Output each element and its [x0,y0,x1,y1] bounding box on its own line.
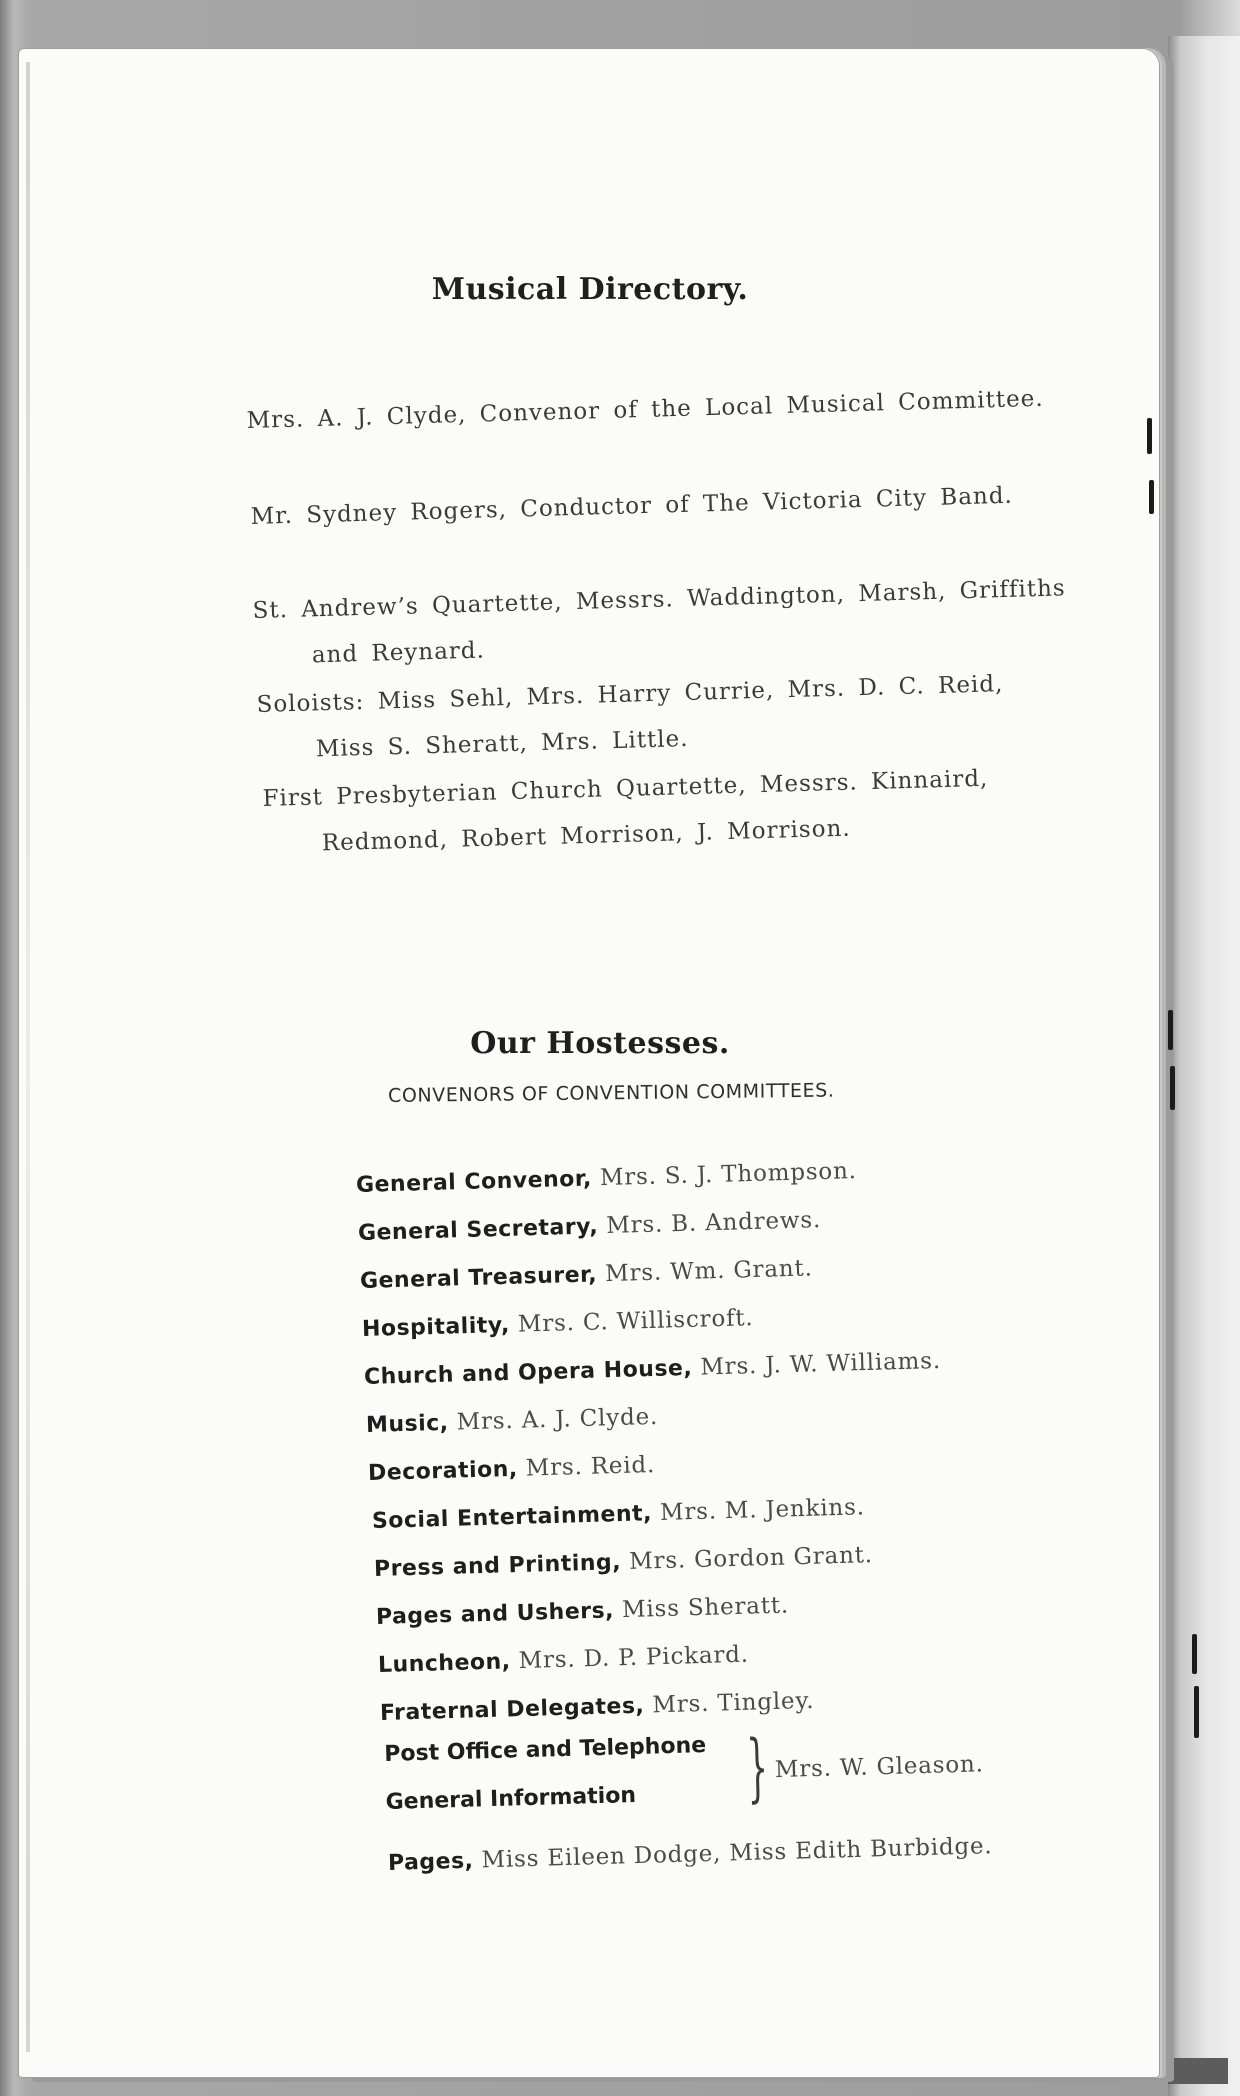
binding-mark [1192,1634,1197,1674]
convenor-name: Miss Sheratt. [621,1592,790,1624]
committee-role: Decoration, [367,1456,519,1486]
binding-mark [1194,1686,1199,1738]
committee-role: General Treasurer, [359,1262,598,1294]
grouped-committees [384,1724,1027,1842]
convenor-name: Mrs. C. Williscroft. [517,1305,754,1338]
binding-mark [1149,480,1154,514]
convenor-name: Mrs. D. P. Pickard. [518,1641,750,1675]
committee-role: Post Office and Telephone [384,1733,707,1767]
committee-role: General Secretary, [357,1214,599,1246]
convenor-name: Mrs. Wm. Grant. [604,1255,813,1288]
adjacent-page-edge [1168,36,1240,2096]
grouping-brace: } [745,1724,770,1811]
convenor-name: Miss Eileen Dodge, Miss Edith Burbidge. [481,1833,993,1874]
committee-role: Pages, [387,1848,474,1876]
committee-role: Luncheon, [377,1649,511,1678]
page-edge-tab [1168,2058,1228,2084]
binding-mark [1147,418,1152,454]
committee-role: Church and Opera House, [363,1355,693,1390]
committee-role: Pages and Ushers, [375,1598,615,1630]
our-hostesses-heading: Our Hostesses. [470,1026,730,1061]
committee-role: Fraternal Delegates, [379,1693,645,1726]
convenor-name: Mrs. Gordon Grant. [628,1542,874,1575]
directory-entry: Mrs. A. J. Clyde, Convenor of the Local Musical Committee. [246,385,1044,434]
binding-mark [1170,1066,1175,1110]
convenor-name: Mrs. Reid. [525,1451,656,1482]
convenor-name: Mrs. J. W. Williams. [700,1347,942,1381]
convenor-name: Mrs. S. J. Thompson. [599,1158,858,1192]
convenor-name: Mrs. W. Gleason. [774,1751,985,1784]
directory-entry: St. Andrew’s Quartette, Messrs. Waddington, Marsh, Griffiths and Reynard. [252,575,1067,669]
convenor-name: Mrs. A. J. Clyde. [456,1403,659,1436]
directory-entry: Mr. Sydney Rogers, Conductor of The Victoria City Band. [250,482,1014,530]
musical-directory-heading: Musical Directory. [431,272,749,307]
convenor-name: Mrs. Tingley. [652,1687,815,1719]
committee-role: Hospitality, [361,1312,511,1342]
directory-entry: Soloists: Miss Sehl, Mrs. Harry Currie, Mrs. D. C. Reid, Miss S. Sheratt, Mrs. Little. [256,671,1004,763]
convenor-name: Mrs. B. Andrews. [605,1207,822,1240]
committee-role: General Convenor, [355,1166,593,1198]
committees-subheading: CONVENORS OF CONVENTION COMMITTEES. [387,1079,835,1107]
convenor-name: Mrs. M. Jenkins. [659,1494,866,1526]
committee-role: Social Entertainment, [371,1501,653,1534]
directory-entry: First Presbyterian Church Quartette, Messrs. Kinnaird, Redmond, Robert Morrison, J. Morrison. [262,765,989,857]
committee-role: General Information [385,1782,637,1815]
committee-role: Press and Printing, [373,1550,622,1582]
committee-role: Music, [365,1410,449,1438]
